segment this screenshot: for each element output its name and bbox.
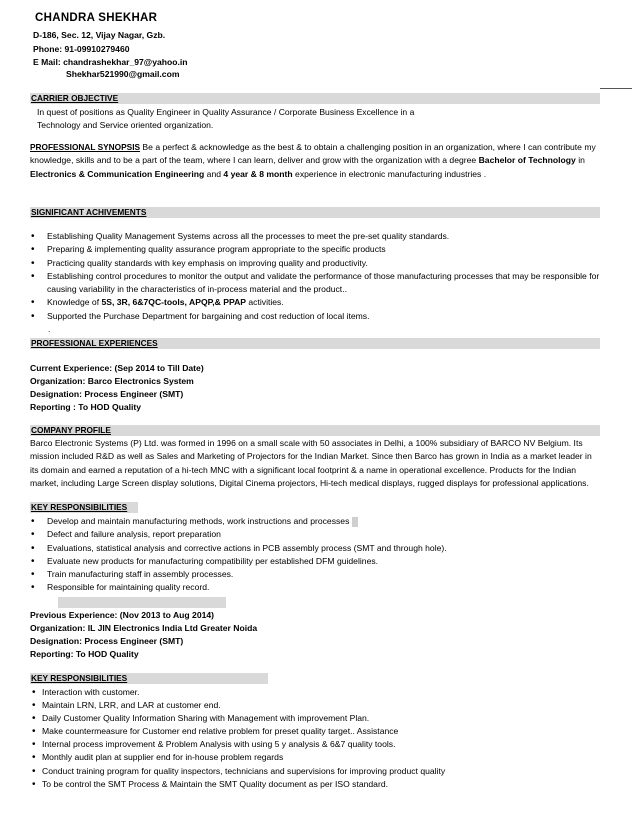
list-item: • Maintain LRN, LRR, and LAR at customer end. bbox=[31, 699, 611, 712]
list-item bbox=[30, 296, 610, 309]
knowledge-text: Knowledge of bbox=[47, 297, 102, 308]
synopsis-text-1: Be a perfect & acknowledge as the best & to obtain a challenging position in an organization, where I can contribute my knowledge, skills and to be a part of the team, where I can learn, deliver and grow with the organization with a degree bbox=[30, 142, 596, 166]
objective-heading: CARRIER OBJECTIVE bbox=[31, 93, 119, 103]
current-organization: Organization: Barco Electronics System bbox=[30, 376, 194, 386]
list-item: • Conduct training program for quality inspectors, technicians and supervisions for improving product quality bbox=[31, 765, 611, 778]
list-item: • Establishing control procedures to monitor the output and validate the performance of those manufacturing processes that may be responsible for causing variability in the characteristics of in-process material and the product.. bbox=[30, 270, 610, 297]
list-item: • Supported the Purchase Department for bargaining and cost reduction of local items. bbox=[30, 310, 610, 323]
knowledge-text-end: activities. bbox=[246, 297, 284, 308]
key1-item-text: Develop and maintain manufacturing methods, work instructions and processes bbox=[47, 516, 350, 526]
synopsis-duration: 4 year & 8 month bbox=[223, 168, 293, 179]
email-secondary: Shekhar521990@gmail.com bbox=[66, 69, 180, 79]
list-item: • Defect and failure analysis, report preparation bbox=[30, 528, 610, 541]
previous-designation: Designation: Process Engineer (SMT) bbox=[30, 636, 184, 646]
list-item: • Practicing quality standards with key emphasis on improving quality and productivity. bbox=[30, 257, 610, 270]
list-item: • Establishing Quality Management Systems across all the processes to meet the pre-set quality standards. bbox=[30, 230, 610, 243]
synopsis-branch: Electronics & Communication Engineering bbox=[30, 168, 205, 179]
company-heading-bar bbox=[30, 425, 600, 436]
synopsis-text-2: in bbox=[575, 155, 585, 166]
company-heading: COMPANY PROFILE bbox=[31, 425, 111, 435]
address: D-186, Sec. 12, Vijay Nagar, Gzb. bbox=[33, 30, 166, 40]
previous-experience: Previous Experience: (Nov 2013 to Aug 2014) bbox=[30, 610, 215, 620]
objective-line-1: In quest of positions as Quality Engineer in Quality Assurance / Corporate Business Excellence in a bbox=[37, 107, 415, 117]
list-item: • Make countermeasure for Customer end relative problem for preset quality target.. Assistance bbox=[31, 725, 611, 738]
synopsis-heading: PROFESSIONAL SYNOPSIS bbox=[30, 142, 141, 152]
list-item: • Internal process improvement & Problem Analysis with using 5 y analysis & 6&7 quality tools. bbox=[31, 738, 611, 751]
synopsis-paragraph bbox=[30, 141, 602, 181]
divider-line bbox=[600, 88, 632, 89]
highlight-box bbox=[58, 597, 226, 608]
previous-organization: Organization: IL JIN Electronics India Ltd Greater Noida bbox=[30, 623, 258, 633]
key2-heading: KEY RESPONSIBILITIES bbox=[31, 673, 128, 683]
key2-list bbox=[31, 686, 611, 791]
list-item: • Preparing & implementing quality assurance program appropriate to the specific products bbox=[30, 243, 610, 256]
knowledge-tools: 5S, 3R, 6&7QC-tools, APQP,& PPAP bbox=[101, 297, 247, 308]
highlight-mark bbox=[352, 517, 358, 527]
stray-dot: . bbox=[48, 324, 51, 334]
company-profile-text: Barco Electronic Systems (P) Ltd. was formed in 1996 on a small scale with 50 associates in Delhi, a 100% subsidiary of BARCO NV Belgium. Its mission included R&D as well as Sales and Marketing of Projectors for the Indian Market. Since then Barco has grown in India as a market leader in its domain and earned a reputation of a hi-tech MNC with a significant local footprint & a name in operational excellence. Products for the Indian market, including Large Screen display solutions, Digital Cinema projectors, Hi-tech medical displays, rugged displays for professional applications. bbox=[30, 438, 592, 488]
list-item: • Daily Customer Quality Information Sharing with Management with improvement Plan. bbox=[31, 712, 611, 725]
experience-heading: PROFESSIONAL EXPERIENCES bbox=[31, 338, 158, 348]
achievements-heading: SIGNIFICANT ACHIVEMENTS bbox=[31, 207, 147, 217]
phone: Phone: 91-09910279460 bbox=[33, 44, 130, 54]
synopsis-degree: Bachelor of Technology bbox=[478, 155, 576, 166]
key1-heading: KEY RESPONSIBILITIES bbox=[31, 502, 128, 512]
achievements-list bbox=[30, 230, 610, 323]
list-item: • To be control the SMT Process & Maintain the SMT Quality document as per ISO standard. bbox=[31, 778, 611, 791]
objective-line-2: Technology and Service oriented organization. bbox=[37, 120, 214, 130]
current-designation: Designation: Process Engineer (SMT) bbox=[30, 389, 184, 399]
current-experience: Current Experience: (Sep 2014 to Till Date) bbox=[30, 363, 204, 373]
list-item: • Evaluate new products for manufacturing compatibility per established DFM guidelines. bbox=[30, 555, 610, 568]
synopsis-text-4: experience in electronic manufacturing industries . bbox=[292, 168, 487, 179]
list-item: • Monthly audit plan at supplier end for in-house problem regards bbox=[31, 751, 611, 764]
candidate-name: CHANDRA SHEKHAR bbox=[35, 12, 158, 24]
email-primary: E Mail: chandrashekhar_97@yahoo.in bbox=[33, 57, 188, 67]
previous-reporting: Reporting: To HOD Quality bbox=[30, 649, 139, 659]
key1-list bbox=[30, 515, 610, 595]
list-item: • Evaluations, statistical analysis and corrective actions in PCB assembly process (SMT and through hole). bbox=[30, 542, 610, 555]
current-reporting: Reporting : To HOD Quality bbox=[30, 402, 142, 412]
list-item: • Responsible for maintaining quality record. bbox=[30, 581, 610, 594]
list-item: • Interaction with customer. bbox=[31, 686, 611, 699]
list-item bbox=[30, 515, 610, 528]
list-item: • Train manufacturing staff in assembly processes. bbox=[30, 568, 610, 581]
synopsis-text-3: and bbox=[204, 168, 224, 179]
